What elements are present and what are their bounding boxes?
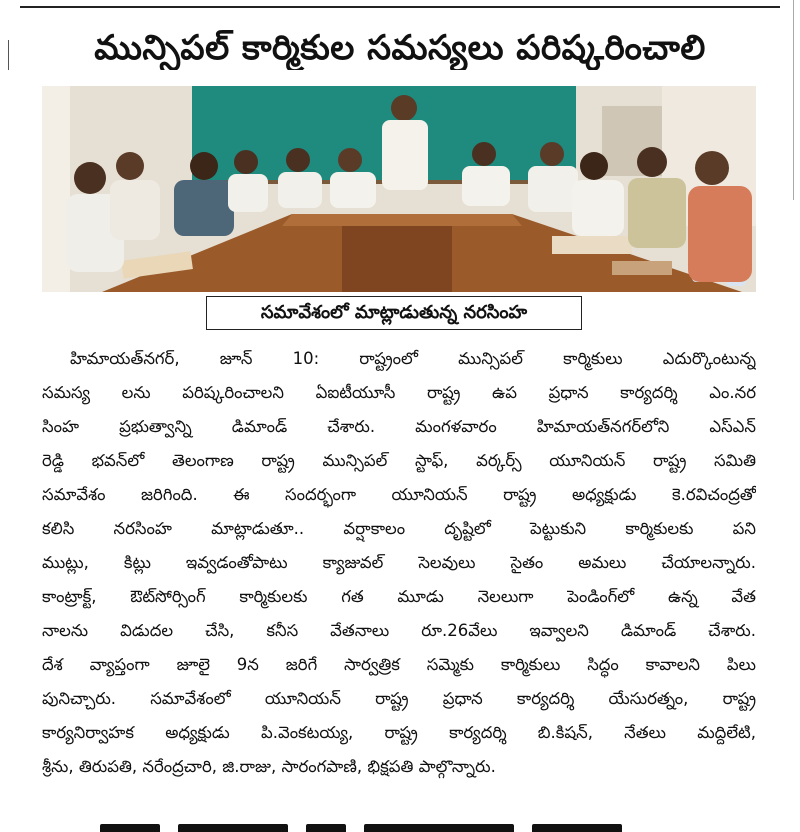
article-body [42,342,756,784]
body-line: కాంట్రాక్ట్, ఔట్‌సోర్సింగ్ కార్మికులకు గత మూడు నెలలుగా పెండింగ్‌లో ఉన్న వేత [42,587,756,606]
body-line: రెడ్డి భవన్‌లో తెలంగాణ రాష్ట్ర మున్సిపల్ స్టాఫ్, వర్కర్స్ యూనియన్ రాష్ట్ర సమితి [42,451,756,470]
body-line: శ్రీను, తిరుపతి, నరేంద్రచారి, జి.రాజు, సారంగపాణి, భిక్షపతి పాల్గొన్నారు. [42,757,496,776]
body-line: దేశ వ్యాప్తంగా జూలై 9న జరిగే సార్వత్రిక సమ్మెకు కార్మికులు సిద్ధం కావాలని పిలు [42,655,756,674]
body-line: ముట్లు, కిట్లు ఇవ్వడంతోపాటు క్యాజువల్ సెలవులు సైతం అమలు చేయాలన్నారు. [42,553,756,572]
photo-caption: సమావేశంలో మాట్లాడుతున్న నరసింహ [206,296,582,330]
next-headline-fragment [100,818,700,832]
body-line: కార్యనిర్వాహక అధ్యక్షుడు పి.వెంకటయ్య, రాష్ట్ర కార్యదర్శి బి.కిషన్, నేతలు మద్దిలేటి, [42,723,756,742]
body-line: సమస్య లను పరిష్కరించాలని ఏఐటీయూసీ రాష్ట్ర ఉప ప్రధాన కార్యదర్శి ఎం.నర [42,383,756,402]
body-line: సమావేశం జరిగింది. ఈ సందర్భంగా యూనియన్ రాష్ట్ర అధ్యక్షుడు కె.రవిచంద్రతో [42,485,756,504]
headline: మున్సిపల్ కార్మికుల సమస్యలు పరిష్కరించాలి [94,28,706,68]
body-line: కలిసి నరసింహ మాట్లాడుతూ.. వర్షాకాలం దృష్టిలో పెట్టుకుని కార్మికులకు పని [42,519,756,538]
body-line: సింహ ప్రభుత్వాన్ని డిమాండ్ చేశారు. మంగళవారం హిమాయత్‌నగర్‌లోని ఎస్ఎన్ [42,417,756,436]
column-divider-right [793,0,794,200]
body-line: పునిచ్చారు. సమావేశంలో యూనియన్ రాష్ట్ర ప్రధాన కార్యదర్శి యేసురత్నం, రాష్ట్ర [42,689,756,708]
top-rule [20,6,780,8]
column-divider [8,40,9,70]
news-photo [42,86,756,292]
body-line: నాలను విడుదల చేసి, కనీస వేతనాలు రూ.26వేలు ఇవ్వాలని డిమాండ్ చేశారు. [42,621,756,640]
body-line: హిమాయత్‌నగర్, జూన్ 10: రాష్ట్రంలో మున్సిపల్ కార్మికులు ఎదుర్కొంటున్న [70,349,756,368]
